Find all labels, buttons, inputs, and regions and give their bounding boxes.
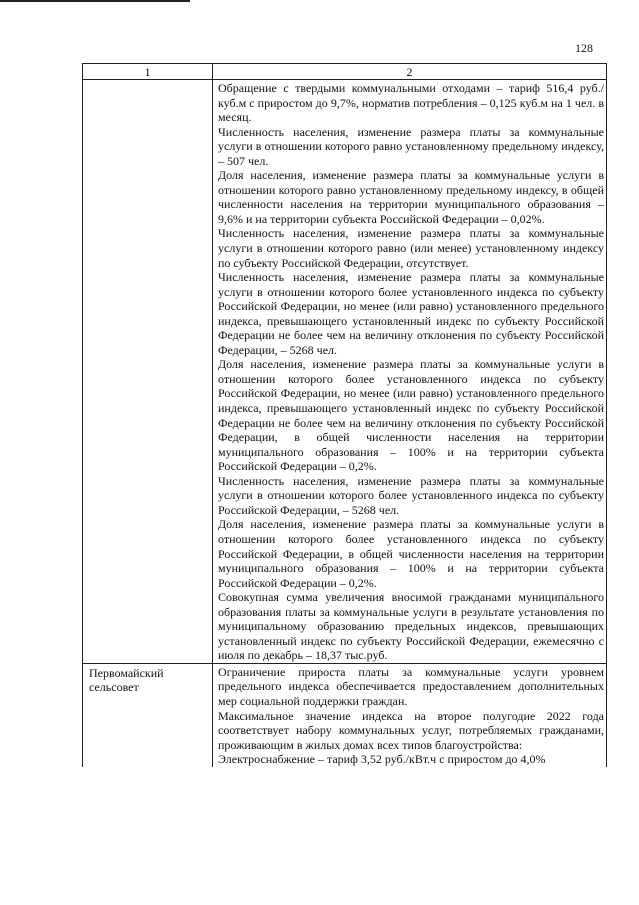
paragraph: Доля населения, изменение размера платы за коммунальные услуги в отношении которого более установленного индекса по субъекту Российской Федерации, но менее (или равно) установленного предельного индекса, превышающего установленный индекс по субъекту Российской Федерации не более чем на величину отклонения по субъекту Российской Федерации, в общей численности населения на территории муниципального образования – 100% и на территории субъекта Российской Федерации – 0,2%. <box>218 357 604 474</box>
description-cell <box>213 663 607 766</box>
paragraph: Максимальное значение индекса на второе полугодие 2022 года соответствует набору коммунальных услуг, потребляемых гражданами, проживающим в жилых домах всех типов благоустройства: <box>218 708 604 752</box>
municipality-name <box>83 80 213 664</box>
description-cell <box>213 80 607 664</box>
paragraph: Численность населения, изменение размера платы за коммунальные услуги в отношении которого равно установленному предельному индексу, – 507 чел. <box>218 124 604 168</box>
table-header-row <box>83 64 607 80</box>
paragraph: Доля населения, изменение размера платы за коммунальные услуги в отношении которого равно установленному предельному индексу, в общей численности населения на территории муниципального образования – 9,6% и на территории субъекта Российской Федерации – 0,02%. <box>218 168 604 226</box>
top-rule <box>0 0 190 2</box>
paragraph: Доля населения, изменение размера платы за коммунальные услуги в отношении которого более установленного индекса по субъекту Российской Федерации, в общей численности населения на территории муниципального образования – 100% и на территории субъекта Российской Федерации – 0,2%. <box>218 517 604 590</box>
paragraph: Ограничение прироста платы за коммунальные услуги уровнем предельного индекса обеспечивается предоставлением дополнительных мер социальной поддержки граждан. <box>218 664 604 708</box>
paragraph: Электроснабжение – тариф 3,52 руб./кВт.ч с приростом до 4,0% <box>218 752 546 767</box>
data-table <box>82 63 607 767</box>
paragraph: Обращение с твердыми коммунальными отходами – тариф 516,4 руб./куб.м с приростом до 9,7%, норматив потребления – 0,125 куб.м на 1 чел. в месяц. <box>218 81 604 125</box>
municipality-name: Первомайский сельсовет <box>83 663 213 766</box>
paragraph: Совокупная сумма увеличения вносимой гражданами муниципального образования платы за коммунальные услуги в результате установления по муниципальному образованию предельных индексов, превышающих установленный индекс по субъекту Российской Федерации, ежемесячно с июля по декабрь – 18,37 тыс.руб. <box>218 590 604 663</box>
paragraph: Численность населения, изменение размера платы за коммунальные услуги в отношении которого более установленного индекса по субъекту Российской Федерации, но менее (или равно) установленного предельного индекса, превышающего установленный индекс по субъекту Российской Федерации не более чем на величину отклонения по субъекту Российской Федерации, – 5268 чел. <box>218 270 604 357</box>
table-row <box>83 663 607 766</box>
paragraph: Численность населения, изменение размера платы за коммунальные услуги в отношении которого более установленного индекса по субъекту Российской Федерации, – 5268 чел. <box>218 473 604 517</box>
page-number: 128 <box>575 41 593 55</box>
column-header-2: 2 <box>213 64 607 80</box>
table-row <box>83 80 607 664</box>
paragraph: Численность населения, изменение размера платы за коммунальные услуги в отношении которого равно (или менее) установленному индексу по субъекту Российской Федерации, отсутствует. <box>218 226 604 270</box>
column-header-1: 1 <box>83 64 213 80</box>
